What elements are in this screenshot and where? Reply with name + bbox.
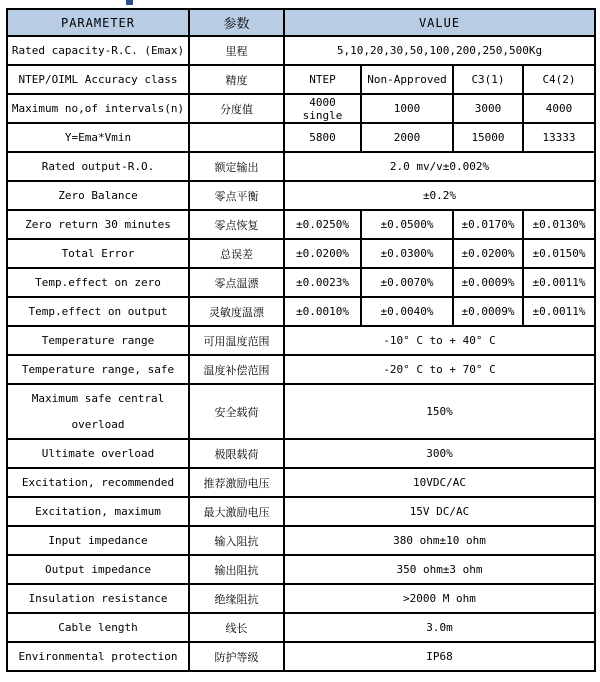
value-cell: ±0.0040% [361, 297, 453, 326]
value-cell: -10° C to + 40° C [284, 326, 595, 355]
parameter-cell: Maximum no,of intervals(n) [7, 94, 189, 123]
cn-label-cell: 防护等级 [189, 642, 284, 671]
cn-label-cell: 额定输出 [189, 152, 284, 181]
parameter-cell: Cable length [7, 613, 189, 642]
value-cell: ±0.0070% [361, 268, 453, 297]
table-row [7, 439, 595, 468]
parameter-cell: Total Error [7, 239, 189, 268]
parameter-cell: Zero return 30 minutes [7, 210, 189, 239]
value-cell: 13333 [523, 123, 595, 152]
table-row [7, 584, 595, 613]
parameter-cell: Temperature range, safe [7, 355, 189, 384]
cn-label-cell: 输入阻抗 [189, 526, 284, 555]
parameter-cell: Y=Ema*Vmin [7, 123, 189, 152]
cn-label-cell: 灵敏度温漂 [189, 297, 284, 326]
cn-label-cell: 零点温漂 [189, 268, 284, 297]
table-row [7, 642, 595, 671]
parameter-cell: Rated output-R.O. [7, 152, 189, 181]
parameter-cell: Excitation, maximum [7, 497, 189, 526]
value-cell: 15000 [453, 123, 523, 152]
parameter-cell: Ultimate overload [7, 439, 189, 468]
value-cell: ±0.0009% [453, 268, 523, 297]
table-row [7, 555, 595, 584]
value-cell: ±0.0500% [361, 210, 453, 239]
parameter-cell: Rated capacity-R.C. (Emax) [7, 36, 189, 65]
cn-label-cell: 绝缘阻抗 [189, 584, 284, 613]
value-cell: 300% [284, 439, 595, 468]
parameter-cell: Output impedance [7, 555, 189, 584]
table-row [7, 94, 595, 123]
value-cell: 2.0 mv/v±0.002% [284, 152, 595, 181]
table-row [7, 65, 595, 94]
value-cell: NTEP [284, 65, 361, 94]
cn-label-cell: 最大激励电压 [189, 497, 284, 526]
header-value: VALUE [284, 9, 595, 36]
parameter-cell: Insulation resistance [7, 584, 189, 613]
parameter-cell: NTEP/OIML Accuracy class [7, 65, 189, 94]
value-cell: ±0.0130% [523, 210, 595, 239]
table-row [7, 468, 595, 497]
header-cn: 参数 [189, 9, 284, 36]
value-cell: 2000 [361, 123, 453, 152]
value-cell: C4(2) [523, 65, 595, 94]
value-cell: -20° C to + 70° C [284, 355, 595, 384]
cn-label-cell [189, 123, 284, 152]
table-row [7, 326, 595, 355]
cn-label-cell: 安全载荷 [189, 384, 284, 439]
cn-label-cell: 可用温度范围 [189, 326, 284, 355]
table-row [7, 526, 595, 555]
cn-label-cell: 零点恢复 [189, 210, 284, 239]
table-row [7, 181, 595, 210]
parameter-cell: Temp.effect on output [7, 297, 189, 326]
value-cell: ±0.0300% [361, 239, 453, 268]
parameter-cell: Temp.effect on zero [7, 268, 189, 297]
value-cell: 1000 [361, 94, 453, 123]
value-cell: >2000 M ohm [284, 584, 595, 613]
cn-label-cell: 零点平衡 [189, 181, 284, 210]
table-header-row [7, 9, 595, 36]
value-cell: C3(1) [453, 65, 523, 94]
value-cell: 380 ohm±10 ohm [284, 526, 595, 555]
table-row [7, 123, 595, 152]
parameter-cell: Maximum safe central overload [7, 384, 189, 439]
load-cell-spec-table [6, 8, 596, 672]
value-cell: ±0.0010% [284, 297, 361, 326]
cn-label-cell: 输出阻抗 [189, 555, 284, 584]
value-cell: 15V DC/AC [284, 497, 595, 526]
value-cell: 10VDC/AC [284, 468, 595, 497]
table-row [7, 268, 595, 297]
value-cell: 350 ohm±3 ohm [284, 555, 595, 584]
table-row [7, 497, 595, 526]
value-cell: ±0.2% [284, 181, 595, 210]
value-cell: 3.0m [284, 613, 595, 642]
clipped-text-artifact [126, 0, 133, 5]
parameter-cell: Input impedance [7, 526, 189, 555]
value-cell: ±0.0023% [284, 268, 361, 297]
table-row [7, 210, 595, 239]
value-cell: ±0.0200% [284, 239, 361, 268]
table-row [7, 613, 595, 642]
value-cell: IP68 [284, 642, 595, 671]
value-cell: ±0.0250% [284, 210, 361, 239]
table-row [7, 152, 595, 181]
value-cell: 4000 [523, 94, 595, 123]
cn-label-cell: 推荐激励电压 [189, 468, 284, 497]
cn-label-cell: 里程 [189, 36, 284, 65]
value-cell: 3000 [453, 94, 523, 123]
cn-label-cell: 极限载荷 [189, 439, 284, 468]
table-row [7, 297, 595, 326]
value-cell: 5800 [284, 123, 361, 152]
cn-label-cell: 精度 [189, 65, 284, 94]
parameter-cell: Temperature range [7, 326, 189, 355]
cn-label-cell: 温度补偿范围 [189, 355, 284, 384]
table-row [7, 384, 595, 439]
value-cell: ±0.0009% [453, 297, 523, 326]
value-cell: ±0.0011% [523, 268, 595, 297]
value-cell: ±0.0011% [523, 297, 595, 326]
parameter-cell: Zero Balance [7, 181, 189, 210]
header-parameter: PARAMETER [7, 9, 189, 36]
cn-label-cell: 总误差 [189, 239, 284, 268]
table-row [7, 355, 595, 384]
cn-label-cell: 分度值 [189, 94, 284, 123]
value-cell: Non-Approved [361, 65, 453, 94]
value-cell: 4000 single [284, 94, 361, 123]
value-cell: 150% [284, 384, 595, 439]
cn-label-cell: 线长 [189, 613, 284, 642]
parameter-cell: Environmental protection [7, 642, 189, 671]
table-row [7, 36, 595, 65]
parameter-cell: Excitation, recommended [7, 468, 189, 497]
value-cell: ±0.0150% [523, 239, 595, 268]
value-cell: ±0.0200% [453, 239, 523, 268]
table-row [7, 239, 595, 268]
value-cell: ±0.0170% [453, 210, 523, 239]
value-cell: 5,10,20,30,50,100,200,250,500Kg [284, 36, 595, 65]
